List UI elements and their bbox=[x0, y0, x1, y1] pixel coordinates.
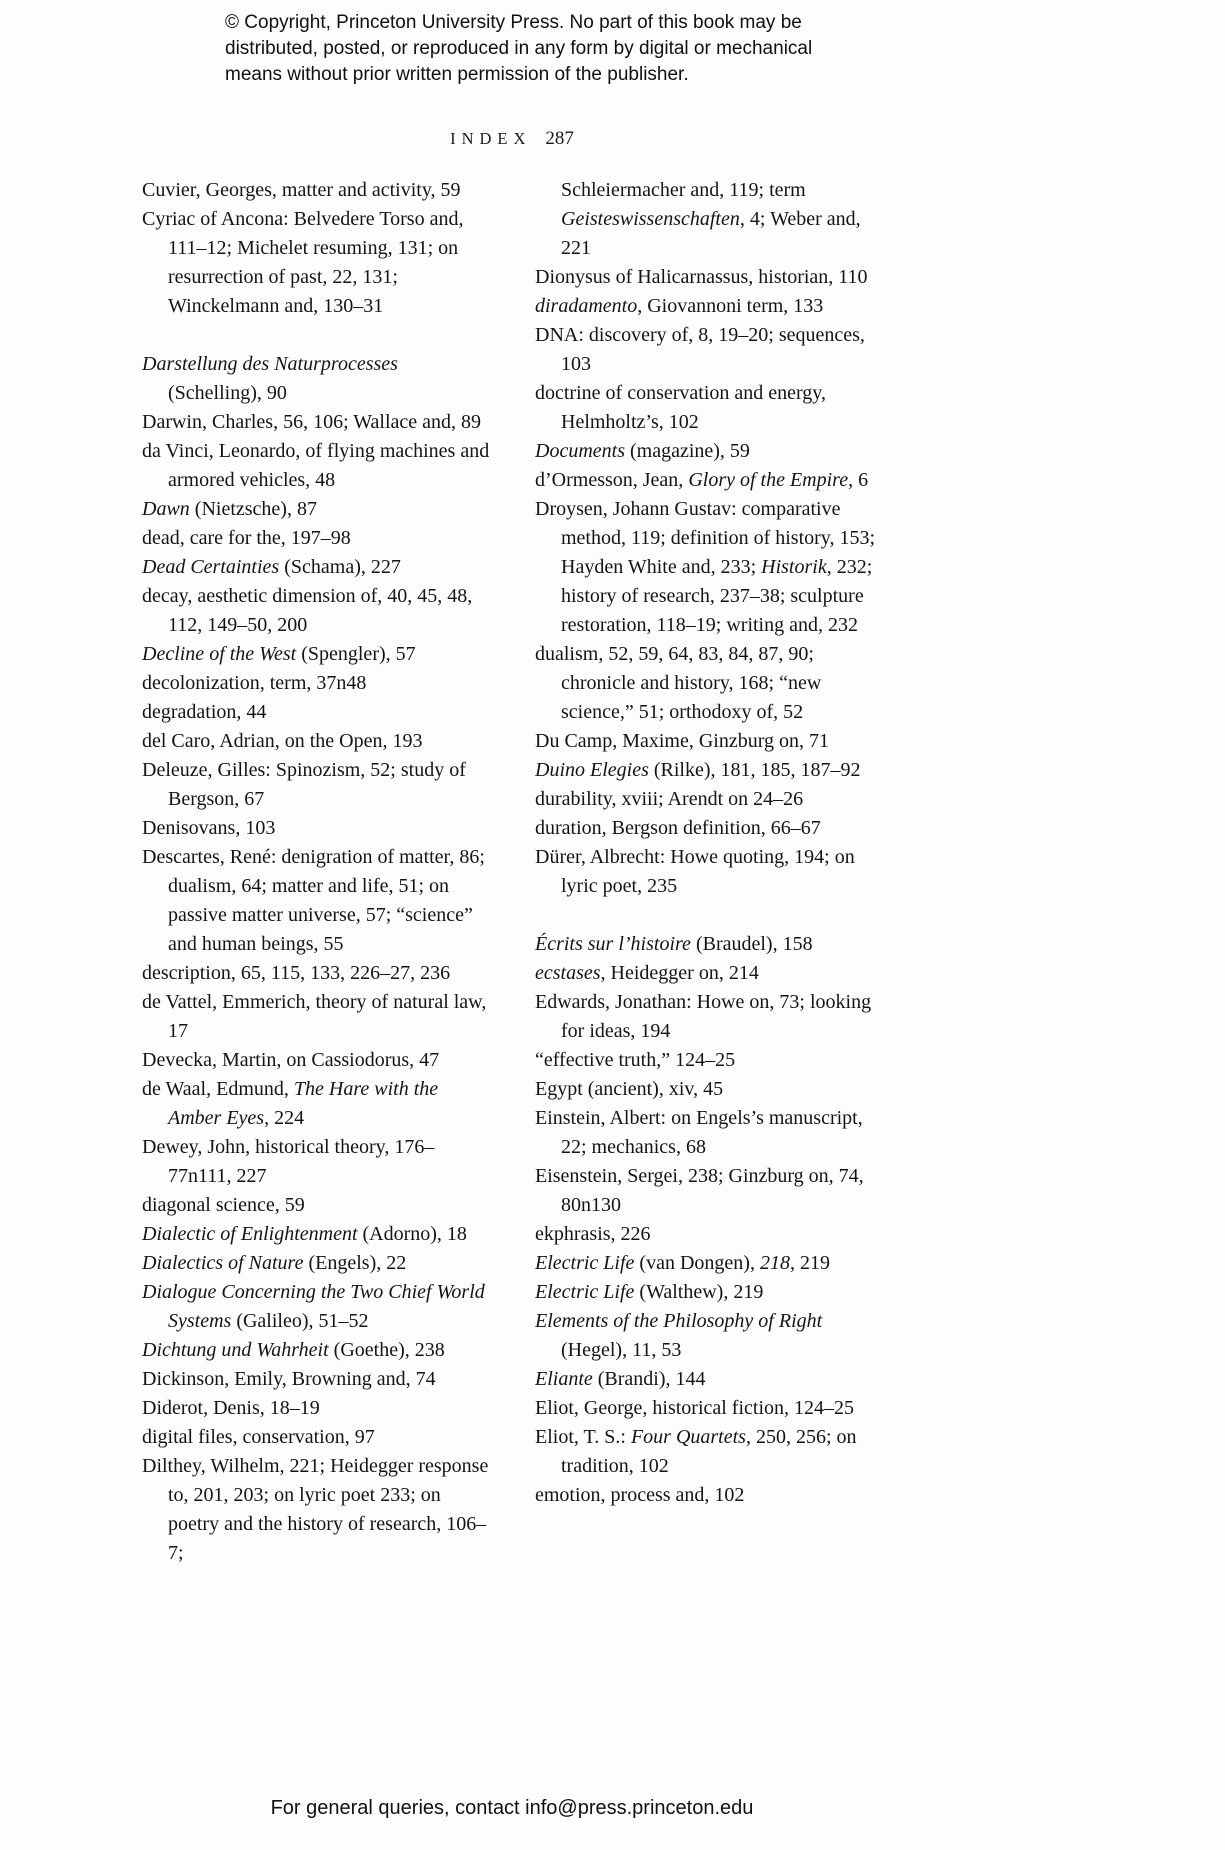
index-entry bbox=[142, 959, 491, 988]
index-entry-italic-text: Dialectics of Nature bbox=[142, 1252, 304, 1274]
index-entry bbox=[535, 1307, 884, 1365]
index-entry-text: Droysen, Johann Gustav: comparative method, 119; definition of history, 153; Hayden White and, 233; bbox=[535, 498, 876, 578]
index-entry-text: ekphrasis, 226 bbox=[535, 1223, 651, 1245]
index-entry bbox=[142, 350, 491, 408]
index-entry bbox=[142, 1365, 491, 1394]
index-entry bbox=[142, 756, 491, 814]
index-entry bbox=[142, 176, 491, 205]
index-entry-italic-text: Documents bbox=[535, 440, 625, 462]
index-entry-text: (Engels), 22 bbox=[303, 1252, 407, 1274]
index-entry bbox=[142, 727, 491, 756]
index-entry-italic-text: diradamento bbox=[535, 295, 638, 317]
index-entry bbox=[535, 466, 884, 495]
index-entry bbox=[535, 1481, 884, 1510]
index-entry-text: (Schama), 227 bbox=[279, 556, 401, 578]
index-entry-text: Dürer, Albrecht: Howe quoting, 194; on lyric poet, 235 bbox=[535, 846, 855, 897]
index-entry-text: da Vinci, Leonardo, of flying machines and armored vehicles, 48 bbox=[142, 440, 490, 491]
index-entry-text: degradation, 44 bbox=[142, 701, 267, 723]
index-entry bbox=[142, 1220, 491, 1249]
index-entry bbox=[142, 408, 491, 437]
index-entry-text: duration, Bergson definition, 66–67 bbox=[535, 817, 821, 839]
index-entry bbox=[535, 1278, 884, 1307]
index-entry bbox=[535, 1220, 884, 1249]
index-entry-text: “effective truth,” 124–25 bbox=[535, 1049, 736, 1071]
index-entry-text: (Nietzsche), 87 bbox=[189, 498, 317, 520]
copyright-notice: © Copyright, Princeton University Press. No part of this book may be distributed, posted, or reproduced in any form by digital or mechanical means without prior written permission of the publisher. bbox=[225, 12, 813, 85]
index-entry-text: Deleuze, Gilles: Spinozism, 52; study of Bergson, 67 bbox=[142, 759, 466, 810]
index-columns bbox=[142, 176, 884, 1568]
index-entry bbox=[535, 814, 884, 843]
index-entry bbox=[142, 1394, 491, 1423]
index-entry-text: d’Ormesson, Jean, bbox=[535, 469, 689, 491]
index-entry-text: , 6 bbox=[848, 469, 869, 491]
index-entry-text: Dilthey, Wilhelm, 221; Heidegger response to, 201, 203; on lyric poet 233; on poetry and the history of research, 106–7; bbox=[142, 1455, 489, 1564]
index-entry-text: (Goethe), 238 bbox=[328, 1339, 445, 1361]
index-entry-text: (Walthew), 219 bbox=[634, 1281, 764, 1303]
index-entry bbox=[142, 553, 491, 582]
index-entry-italic-text: Electric Life bbox=[535, 1281, 635, 1303]
index-entry bbox=[535, 1365, 884, 1394]
index-entry-text: (Galileo), 51–52 bbox=[231, 1310, 369, 1332]
index-entry-text: Dionysus of Halicarnassus, historian, 110 bbox=[535, 266, 868, 288]
index-entry-text: emotion, process and, 102 bbox=[535, 1484, 745, 1506]
index-entry-italic-text: Dichtung und Wahrheit bbox=[142, 1339, 329, 1361]
index-entry-text: Diderot, Denis, 18–19 bbox=[142, 1397, 320, 1419]
index-entry-italic-text: Dialectic of Enlightenment bbox=[142, 1223, 358, 1245]
index-entry-text: Dewey, John, historical theory, 176–77n111, 227 bbox=[142, 1136, 435, 1187]
index-entry bbox=[142, 988, 491, 1046]
index-entry-text: Du Camp, Maxime, Ginzburg on, 71 bbox=[535, 730, 830, 752]
index-entry-italic-text: Glory of the Empire bbox=[688, 469, 849, 491]
index-entry bbox=[142, 698, 491, 727]
index-entry-text: , 250, 256; on tradition, 102 bbox=[561, 1426, 857, 1477]
index-entry-text: , 232; history of research, 237–38; sculpture restoration, 118–19; writing and, 232 bbox=[561, 556, 873, 636]
index-entry bbox=[142, 1452, 491, 1568]
index-entry bbox=[535, 640, 884, 727]
index-entry-text: (magazine), 59 bbox=[624, 440, 750, 462]
index-entry bbox=[142, 1423, 491, 1452]
index-entry-text: (Hegel), 11, 53 bbox=[561, 1339, 682, 1361]
index-entry bbox=[535, 727, 884, 756]
index-entry-text: Cuvier, Georges, matter and activity, 59 bbox=[142, 179, 461, 201]
index-entry bbox=[535, 930, 884, 959]
index-entry-italic-text: Dead Certainties bbox=[142, 556, 280, 578]
index-entry-italic-text: Darstellung des Naturprocesses bbox=[142, 353, 398, 375]
index-entry-italic-text: Écrits sur l’histoire bbox=[535, 933, 691, 955]
index-entry-italic-text: Geisteswissenschaften bbox=[561, 208, 740, 230]
index-entry bbox=[142, 669, 491, 698]
index-entry bbox=[535, 176, 884, 263]
index-entry bbox=[142, 843, 491, 959]
index-entry-text: digital files, conservation, 97 bbox=[142, 1426, 375, 1448]
index-entry bbox=[142, 1249, 491, 1278]
index-entry-text: (Schelling), 90 bbox=[168, 382, 287, 404]
index-entry bbox=[142, 205, 491, 321]
index-entry bbox=[142, 1336, 491, 1365]
index-entry-italic-text: The Hare with the Amber Eyes bbox=[168, 1078, 439, 1129]
index-entry bbox=[142, 495, 491, 524]
index-entry bbox=[535, 1423, 884, 1481]
index-entry-italic-text: Four Quartets bbox=[630, 1426, 746, 1448]
index-entry bbox=[142, 1133, 491, 1191]
index-entry bbox=[535, 785, 884, 814]
index-entry-text: Descartes, René: denigration of matter, 86; dualism, 64; matter and life, 51; on passive matter universe, 57; “science” and human beings, 55 bbox=[142, 846, 485, 955]
index-entry bbox=[142, 1046, 491, 1075]
index-entry-italic-text: Decline of the West bbox=[142, 643, 297, 665]
index-entry-text: durability, xviii; Arendt on 24–26 bbox=[535, 788, 804, 810]
section-spacer bbox=[142, 321, 491, 350]
index-entry-italic-text: 218 bbox=[759, 1252, 790, 1274]
index-entry-text: (Braudel), 158 bbox=[690, 933, 813, 955]
index-entry-text: , 4; Weber and, 221 bbox=[561, 208, 861, 259]
index-entry-text: dead, care for the, 197–98 bbox=[142, 527, 351, 549]
index-entry bbox=[535, 1394, 884, 1423]
index-entry-text: Darwin, Charles, 56, 106; Wallace and, 89 bbox=[142, 411, 482, 433]
index-entry bbox=[535, 843, 884, 901]
index-entry-text: (Rilke), 181, 185, 187–92 bbox=[648, 759, 861, 781]
index-entry bbox=[142, 814, 491, 843]
index-entry bbox=[142, 582, 491, 640]
index-entry bbox=[535, 1162, 884, 1220]
index-entry-italic-text: Historik bbox=[761, 556, 827, 578]
index-column-right bbox=[535, 176, 884, 1568]
index-entry-text: , Giovannoni term, 133 bbox=[637, 295, 824, 317]
index-entry-text: dualism, 52, 59, 64, 83, 84, 87, 90; chronicle and history, 168; “new science,” 51; orthodoxy of, 52 bbox=[535, 643, 822, 723]
index-entry-text: Einstein, Albert: on Engels’s manuscript, 22; mechanics, 68 bbox=[535, 1107, 863, 1158]
index-entry bbox=[535, 495, 884, 640]
index-entry-text: Edwards, Jonathan: Howe on, 73; looking for ideas, 194 bbox=[535, 991, 872, 1042]
index-entry-text: Cyriac of Ancona: Belvedere Torso and, 111–12; Michelet resuming, 131; on resurrection of past, 22, 131; Winckelmann and, 130–31 bbox=[142, 208, 464, 317]
index-entry bbox=[535, 1075, 884, 1104]
index-entry bbox=[142, 1075, 491, 1133]
index-entry-text: diagonal science, 59 bbox=[142, 1194, 305, 1216]
index-entry bbox=[142, 437, 491, 495]
footer-contact: For general queries, contact info@press.princeton.edu bbox=[270, 1797, 754, 1819]
index-entry-text: (Adorno), 18 bbox=[357, 1223, 467, 1245]
index-entry-italic-text: Duino Elegies bbox=[535, 759, 649, 781]
index-entry bbox=[535, 263, 884, 292]
index-entry-text: (van Dongen), bbox=[634, 1252, 760, 1274]
page-header bbox=[142, 128, 882, 150]
index-entry-text: , 224 bbox=[264, 1107, 305, 1129]
index-entry bbox=[535, 437, 884, 466]
index-entry-text: , Heidegger on, 214 bbox=[600, 962, 759, 984]
index-entry-italic-text: Dialogue Concerning the Two Chief World Systems bbox=[142, 1281, 485, 1332]
index-entry-italic-text: ecstases bbox=[535, 962, 601, 984]
index-entry-text: Denisovans, 103 bbox=[142, 817, 276, 839]
index-entry-italic-text: Elements of the Philosophy of Right bbox=[535, 1310, 823, 1332]
index-entry-text: doctrine of conservation and energy, Helmholtz’s, 102 bbox=[535, 382, 827, 433]
index-entry bbox=[535, 756, 884, 785]
index-entry bbox=[535, 379, 884, 437]
index-entry-text: Eliot, T. S.: bbox=[535, 1426, 631, 1448]
index-entry-text: de Vattel, Emmerich, theory of natural law, 17 bbox=[142, 991, 487, 1042]
index-entry bbox=[535, 1104, 884, 1162]
section-spacer bbox=[535, 901, 884, 930]
index-entry-text: Schleiermacher and, 119; term bbox=[561, 179, 806, 201]
index-entry bbox=[535, 1249, 884, 1278]
index-entry-text: de Waal, Edmund, bbox=[142, 1078, 294, 1100]
index-entry-text: Eisenstein, Sergei, 238; Ginzburg on, 74, 80n130 bbox=[535, 1165, 864, 1216]
index-entry-text: Devecka, Martin, on Cassiodorus, 47 bbox=[142, 1049, 440, 1071]
index-entry-text: decay, aesthetic dimension of, 40, 45, 48, 112, 149–50, 200 bbox=[142, 585, 473, 636]
index-entry-text: Eliot, George, historical fiction, 124–25 bbox=[535, 1397, 855, 1419]
index-entry-text: Dickinson, Emily, Browning and, 74 bbox=[142, 1368, 436, 1390]
index-entry-italic-text: Dawn bbox=[142, 498, 190, 520]
index-entry-text: description, 65, 115, 133, 226–27, 236 bbox=[142, 962, 451, 984]
index-entry bbox=[535, 988, 884, 1046]
index-entry-italic-text: Electric Life bbox=[535, 1252, 635, 1274]
index-entry bbox=[535, 959, 884, 988]
index-entry bbox=[142, 524, 491, 553]
index-entry bbox=[142, 1278, 491, 1336]
index-entry bbox=[535, 1046, 884, 1075]
index-title: INDEX bbox=[450, 129, 532, 148]
index-entry bbox=[142, 1191, 491, 1220]
index-entry-text: del Caro, Adrian, on the Open, 193 bbox=[142, 730, 423, 752]
index-entry-text: , 219 bbox=[789, 1252, 830, 1274]
index-entry-italic-text: Eliante bbox=[535, 1368, 593, 1390]
index-entry-text: Egypt (ancient), xiv, 45 bbox=[535, 1078, 724, 1100]
page-number: 287 bbox=[545, 128, 574, 149]
index-entry bbox=[535, 321, 884, 379]
index-column-left bbox=[142, 176, 491, 1568]
index-entry-text: decolonization, term, 37n48 bbox=[142, 672, 367, 694]
index-entry bbox=[535, 292, 884, 321]
index-entry bbox=[142, 640, 491, 669]
index-entry-text: (Brandi), 144 bbox=[592, 1368, 706, 1390]
index-entry-text: DNA: discovery of, 8, 19–20; sequences, 103 bbox=[535, 324, 865, 375]
index-entry-text: (Spengler), 57 bbox=[296, 643, 416, 665]
